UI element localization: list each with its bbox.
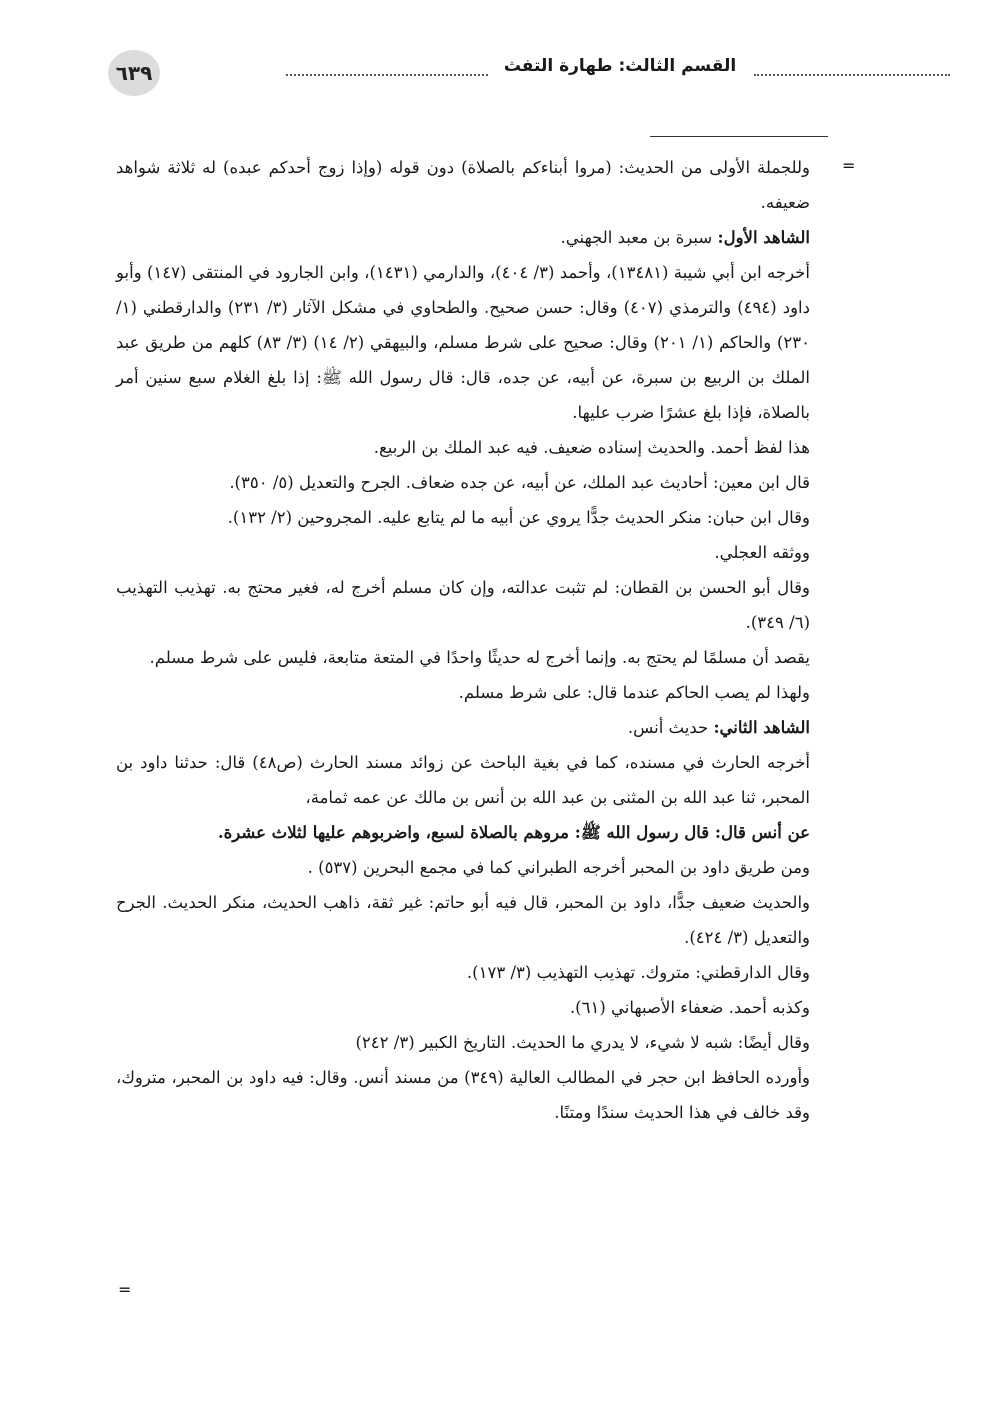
- paragraph-18: وقال أيضًا: شبه لا شيء، لا يدري ما الحديث. التاريخ الكبير (٣/ ٢٤٢): [355, 1033, 810, 1052]
- page-number: ٦٣٩: [108, 50, 160, 96]
- continuation-mark-bottom: =: [118, 1280, 132, 1299]
- paragraph-15: والحديث ضعيف جدًّا، داود بن المحبر، قال فيه أبو حاتم: غير ثقة، ذاهب الحديث، منكر الحديث. الجرح والتعديل (٣/ ٤٢٤).: [116, 893, 810, 947]
- witness-label-second: الشاهد الثاني:: [713, 718, 810, 737]
- footnote-body: [116, 150, 810, 1130]
- paragraph-10: ولهذا لم يصب الحاكم عندما قال: على شرط مسلم.: [458, 683, 810, 702]
- paragraph-13: [116, 815, 810, 850]
- paragraph-1: وللجملة الأولى من الحديث: (مروا أبناءكم بالصلاة) دون قوله (وإذا زوج أحدكم عبده) له ثلاثة شواهد ضعيفه.: [116, 158, 810, 212]
- paragraph-19: وأورده الحافظ ابن حجر في المطالب العالية (٣٤٩) من مسند أنس. وقال: فيه داود بن المحبر، متروك، وقد خالف في هذا الحديث سندًا ومتنًا.: [116, 1068, 810, 1122]
- paragraph-16: وقال الدارقطني: متروك. تهذيب التهذيب (٣/ ١٧٣).: [466, 963, 810, 982]
- paragraph-3: أخرجه ابن أبي شيبة (١٣٤٨١)، وأحمد (٣/ ٤٠٤)، والدارمي (١٤٣١)، وابن الجارود في المنتقى (١٤٧) وأبو داود (٤٩٤) والترمذي (٤٠٧) وقال: حسن صحيح. والطحاوي في مشكل الآثار (٣/ ٢٣١) والدارقطني (١/ ٢٣٠) والحاكم (١/ ٢٠١) وقال: صحيح على شرط مسلم، والبيهقي (٢/ ١٤) (٣/ ٨٣) كلهم من طريق عبد الملك بن الربيع بن سبرة، عن أبيه، عن جده، قال: قال رسول الله ﷺ: إذا بلغ الغلام سبع سنين أمر بالصلاة، فإذا بلغ عشرًا ضرب عليها.: [116, 263, 811, 422]
- running-header-title: القسم الثالث: طهارة التفث: [503, 56, 737, 76]
- hadith-text-bold: عن أنس قال: قال رسول الله ﷺ: مروهم بالصلاة لسبع، واضربوهم عليها لثلاث عشرة.: [217, 823, 810, 842]
- witness-label-first: الشاهد الأول:: [717, 228, 810, 247]
- paragraph-6: وقال ابن حبان: منكر الحديث جدًّا يروي عن أبيه ما لم يتابع عليه. المجروحين (٢/ ١٣٢).: [227, 508, 810, 527]
- page-header: [108, 46, 848, 100]
- paragraph-12: أخرجه الحارث في مسنده، كما في بغية الباحث عن زوائد مسند الحارث (ص٤٨) قال: حدثنا داود بن المحبر، ثنا عبد الله بن المثنى بن عبد الله بن أنس بن مالك عن عمه ثمامة،: [116, 753, 810, 807]
- paragraph-4: هذا لفظ أحمد. والحديث إسناده ضعيف. فيه عبد الملك بن الربيع.: [373, 438, 810, 457]
- paragraph-14: ومن طريق داود بن المحبر أخرجه الطبراني كما في مجمع البحرين (٥٣٧) .: [307, 858, 810, 877]
- footnote-separator-rule: [650, 136, 828, 137]
- paragraph-9: يقصد أن مسلمًا لم يحتج به. وإنما أخرج له حديثًا واحدًا في المتعة متابعة، فليس على شرط مسلم.: [149, 648, 810, 667]
- paragraph-11: الشاهد الثاني: حديث أنس.: [627, 718, 810, 737]
- header-dotted-leader-left: [286, 74, 488, 76]
- continuation-mark-top: =: [842, 156, 856, 175]
- paragraph-2: الشاهد الأول: سبرة بن معبد الجهني.: [560, 228, 810, 247]
- header-dotted-leader-right: [754, 74, 950, 76]
- paragraph-17: وكذبه أحمد. ضعفاء الأصبهاني (٦١).: [569, 998, 810, 1017]
- paragraph-8: وقال أبو الحسن بن القطان: لم تثبت عدالته، وإن كان مسلم أخرج له، فغير محتج به. تهذيب التهذيب (٦/ ٣٤٩).: [116, 578, 810, 632]
- paragraph-5: قال ابن معين: أحاديث عبد الملك، عن أبيه، عن جده ضعاف. الجرح والتعديل (٥/ ٣٥٠).: [229, 473, 810, 492]
- paragraph-7: ووثقه العجلي.: [714, 543, 810, 562]
